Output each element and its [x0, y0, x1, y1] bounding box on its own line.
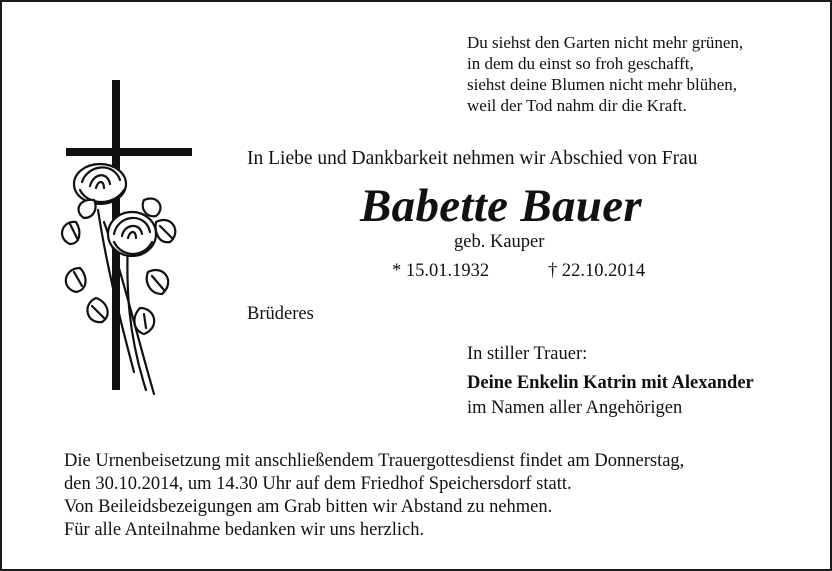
poem-line: Du siehst den Garten nicht mehr grünen, [467, 33, 744, 52]
notice-line: Von Beileidsbezeigungen am Grab bitten wir Abstand zu nehmen. [64, 497, 553, 517]
poem-line: weil der Tod nahm dir die Kraft. [467, 96, 687, 115]
relatives-line: im Namen aller Angehörigen [467, 398, 683, 418]
residence-place: Brüderes [247, 304, 314, 324]
birth-date: * 15.01.1932 [392, 261, 490, 281]
mourners-names: Deine Enkelin Katrin mit Alexander [467, 373, 754, 393]
death-date: † 22.10.2014 [548, 261, 646, 281]
funeral-notice [64, 450, 684, 542]
notice-line: den 30.10.2014, um 14.30 Uhr auf dem Friedhof Speichersdorf statt. [64, 474, 572, 494]
poem-line: in dem du einst so froh geschafft, [467, 54, 694, 73]
farewell-intro: In Liebe und Dankbarkeit nehmen wir Abschied von Frau [247, 148, 698, 169]
mourning-label: In stiller Trauer: [467, 344, 588, 364]
cross-with-roses-icon [36, 72, 222, 402]
poem [467, 32, 743, 116]
maiden-name: geb. Kauper [454, 232, 545, 252]
notice-line: Für alle Anteilnahme bedanken wir uns herzlich. [64, 520, 425, 540]
notice-line: Die Urnenbeisetzung mit anschließendem Trauergottesdienst findet am Donnerstag, [64, 451, 685, 471]
deceased-name: Babette Bauer [360, 180, 642, 232]
poem-line: siehst deine Blumen nicht mehr blühen, [467, 75, 738, 94]
